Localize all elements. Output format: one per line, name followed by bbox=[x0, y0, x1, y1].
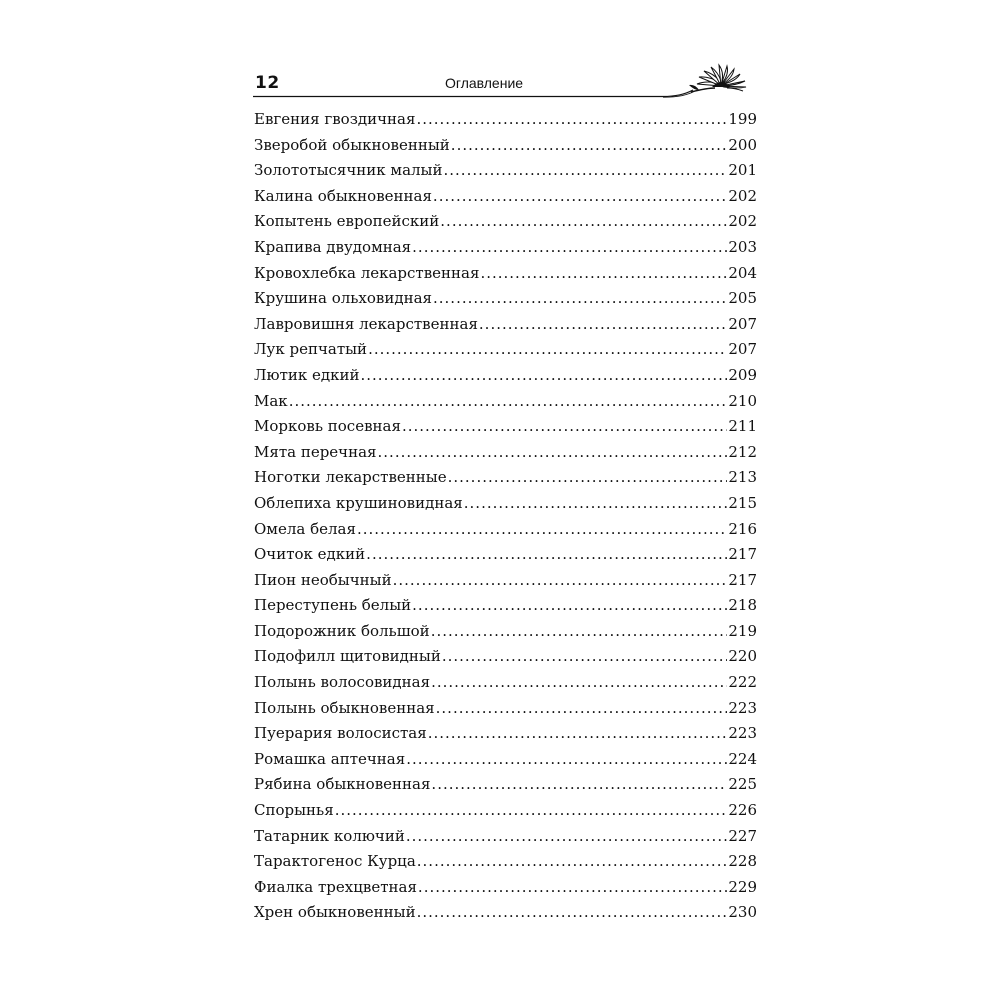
toc-entry bbox=[254, 673, 757, 699]
toc-entry bbox=[254, 775, 757, 801]
toc-dot-leader bbox=[433, 187, 727, 205]
toc-entry bbox=[254, 903, 757, 929]
toc-entry-page: 210 bbox=[728, 391, 757, 410]
toc-entry-title: Крушина ольховидная bbox=[254, 289, 432, 308]
toc-entry-title: Морковь посевная bbox=[254, 417, 401, 436]
toc-entry-page: 212 bbox=[728, 442, 757, 461]
toc-entry-title: Зверобой обыкновенный bbox=[254, 135, 450, 154]
toc-entry bbox=[254, 571, 757, 597]
toc-entry-page: 215 bbox=[728, 493, 757, 512]
chamomile-flower-icon bbox=[689, 65, 746, 92]
toc-dot-leader bbox=[368, 340, 727, 358]
toc-entry-page: 217 bbox=[728, 570, 757, 589]
toc-entry-title: Пион необычный bbox=[254, 570, 392, 589]
toc-entry-title: Копытень европейский bbox=[254, 212, 440, 231]
page-number: 12 bbox=[255, 73, 280, 93]
toc-entry-page: 223 bbox=[728, 698, 757, 717]
toc-dot-leader bbox=[378, 443, 728, 461]
toc-entry-title: Хрен обыкновенный bbox=[254, 903, 416, 922]
toc-dot-leader bbox=[451, 136, 728, 154]
toc-dot-leader bbox=[464, 494, 728, 512]
toc-dot-leader bbox=[417, 903, 728, 921]
toc-entry bbox=[254, 801, 757, 827]
toc-dot-leader bbox=[357, 520, 727, 538]
toc-entry-page: 227 bbox=[728, 826, 757, 845]
toc-dot-leader bbox=[406, 750, 727, 768]
toc-dot-leader bbox=[440, 212, 727, 230]
table-of-contents bbox=[254, 110, 757, 929]
toc-dot-leader bbox=[431, 622, 728, 640]
toc-entry bbox=[254, 647, 757, 673]
toc-entry-title: Татарник колючий bbox=[254, 826, 405, 845]
toc-dot-leader bbox=[393, 571, 728, 589]
toc-entry bbox=[254, 520, 757, 546]
toc-entry bbox=[254, 136, 757, 162]
toc-entry bbox=[254, 366, 757, 392]
toc-entry bbox=[254, 494, 757, 520]
running-title: Оглавление bbox=[445, 75, 524, 91]
toc-entry-title: Спорынья bbox=[254, 801, 334, 820]
toc-entry bbox=[254, 212, 757, 238]
toc-entry-title: Мак bbox=[254, 391, 288, 410]
toc-dot-leader bbox=[417, 852, 728, 870]
toc-entry-title: Кровохлебка лекарственная bbox=[254, 263, 480, 282]
toc-entry-title: Евгения гвоздичная bbox=[254, 110, 416, 128]
toc-entry-title: Крапива двудомная bbox=[254, 237, 412, 256]
toc-entry bbox=[254, 827, 757, 853]
toc-entry-title: Золототысячник малый bbox=[254, 161, 443, 180]
toc-dot-leader bbox=[442, 647, 728, 665]
toc-dot-leader bbox=[480, 264, 727, 282]
toc-dot-leader bbox=[289, 392, 728, 410]
toc-entry bbox=[254, 264, 757, 290]
page-header bbox=[253, 62, 753, 102]
toc-entry-page: 216 bbox=[728, 519, 757, 538]
toc-dot-leader bbox=[444, 161, 728, 179]
toc-entry-title: Ромашка аптечная bbox=[254, 749, 406, 768]
toc-entry-page: 209 bbox=[728, 365, 757, 384]
toc-dot-leader bbox=[436, 699, 728, 717]
toc-entry-title: Ноготки лекарственные bbox=[254, 468, 447, 487]
toc-entry bbox=[254, 340, 757, 366]
toc-entry bbox=[254, 187, 757, 213]
toc-entry-page: 217 bbox=[728, 545, 757, 564]
toc-entry-page: 218 bbox=[728, 596, 757, 615]
toc-entry-page: 222 bbox=[728, 673, 757, 692]
toc-entry-page: 199 bbox=[728, 110, 757, 128]
toc-entry-page: 204 bbox=[728, 263, 757, 282]
toc-entry-page: 219 bbox=[728, 621, 757, 640]
toc-entry bbox=[254, 392, 757, 418]
toc-dot-leader bbox=[335, 801, 728, 819]
toc-entry-page: 223 bbox=[728, 724, 757, 743]
toc-entry-title: Пуерария волосистая bbox=[254, 724, 427, 743]
toc-entry-page: 207 bbox=[728, 340, 757, 359]
toc-dot-leader bbox=[431, 775, 727, 793]
toc-entry bbox=[254, 443, 757, 469]
toc-entry-page: 205 bbox=[728, 289, 757, 308]
toc-entry bbox=[254, 289, 757, 315]
toc-entry-page: 200 bbox=[728, 135, 757, 154]
toc-entry-title: Омела белая bbox=[254, 519, 356, 538]
toc-entry bbox=[254, 750, 757, 776]
toc-entry-title: Очиток едкий bbox=[254, 545, 366, 564]
toc-entry-page: 211 bbox=[728, 417, 757, 436]
toc-dot-leader bbox=[406, 827, 728, 845]
toc-entry-page: 226 bbox=[728, 801, 757, 820]
toc-entry-page: 230 bbox=[728, 903, 757, 922]
toc-entry bbox=[254, 468, 757, 494]
toc-entry-page: 201 bbox=[728, 161, 757, 180]
toc-entry-title: Лавровишня лекарственная bbox=[254, 314, 478, 333]
toc-dot-leader bbox=[479, 315, 727, 333]
toc-entry bbox=[254, 545, 757, 571]
toc-dot-leader bbox=[418, 878, 727, 896]
toc-dot-leader bbox=[428, 724, 728, 742]
toc-entry-title: Облепиха крушиновидная bbox=[254, 493, 463, 512]
toc-entry-page: 213 bbox=[728, 468, 757, 487]
toc-dot-leader bbox=[448, 468, 728, 486]
toc-entry bbox=[254, 878, 757, 904]
toc-entry-page: 228 bbox=[728, 852, 757, 871]
toc-entry-title: Лук репчатый bbox=[254, 340, 368, 359]
toc-entry bbox=[254, 596, 757, 622]
toc-dot-leader bbox=[433, 289, 727, 307]
toc-dot-leader bbox=[402, 417, 727, 435]
toc-entry bbox=[254, 724, 757, 750]
toc-entry bbox=[254, 238, 757, 264]
toc-entry-page: 207 bbox=[728, 314, 757, 333]
toc-entry bbox=[254, 699, 757, 725]
toc-entry-page: 220 bbox=[728, 647, 757, 666]
toc-entry-page: 229 bbox=[728, 877, 757, 896]
toc-entry bbox=[254, 852, 757, 878]
toc-entry-title: Рябина обыкновенная bbox=[254, 775, 431, 794]
toc-entry-title: Полынь обыкновенная bbox=[254, 698, 435, 717]
toc-entry bbox=[254, 622, 757, 648]
toc-entry bbox=[254, 417, 757, 443]
toc-entry-title: Мята перечная bbox=[254, 442, 377, 461]
toc-entry-page: 203 bbox=[728, 237, 757, 256]
toc-entry-page: 225 bbox=[728, 775, 757, 794]
toc-dot-leader bbox=[361, 366, 728, 384]
toc-entry-title: Тарактогенос Курца bbox=[254, 852, 416, 871]
toc-entry-title: Подорожник большой bbox=[254, 621, 430, 640]
toc-dot-leader bbox=[366, 545, 727, 563]
toc-entry-page: 202 bbox=[728, 212, 757, 231]
toc-entry-title: Калина обыкновенная bbox=[254, 186, 432, 205]
toc-entry bbox=[254, 110, 757, 136]
toc-entry bbox=[254, 315, 757, 341]
toc-dot-leader bbox=[431, 673, 727, 691]
toc-entry bbox=[254, 161, 757, 187]
toc-dot-leader bbox=[412, 238, 727, 256]
toc-entry-page: 202 bbox=[728, 186, 757, 205]
toc-entry-title: Фиалка трехцветная bbox=[254, 877, 417, 896]
toc-entry-title: Полынь волосовидная bbox=[254, 673, 431, 692]
toc-entry-title: Подофилл щитовидный bbox=[254, 647, 441, 666]
toc-entry-title: Переступень белый bbox=[254, 596, 412, 615]
toc-dot-leader bbox=[416, 110, 727, 128]
toc-entry-page: 224 bbox=[728, 749, 757, 768]
toc-dot-leader bbox=[412, 596, 727, 614]
toc-entry-title: Лютик едкий bbox=[254, 365, 360, 384]
